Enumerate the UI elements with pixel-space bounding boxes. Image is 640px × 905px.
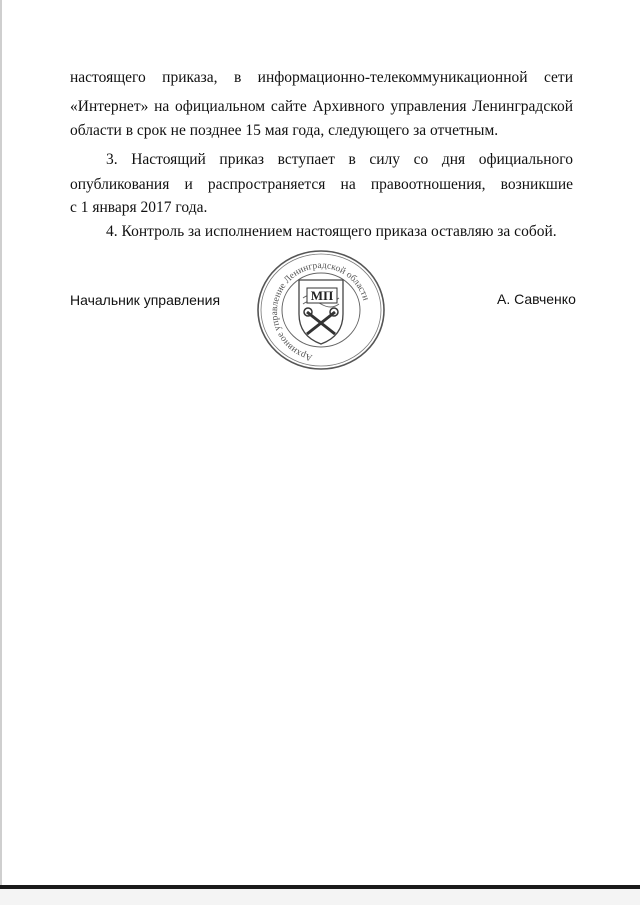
scan-bottom-margin (0, 889, 640, 905)
seal-ring-text: Архивное управление Ленинградской области (270, 260, 371, 363)
item3-line-1: 3. Настоящий приказ вступает в силу со дня официального (106, 151, 573, 168)
paragraph-line-2: «Интернет» на официальном сайте Архивного управления Ленинградской (70, 98, 573, 115)
item4-line: 4. Контроль за исполнением настоящего приказа оставляю за собой. (106, 223, 557, 240)
signature-title: Начальник управления (70, 292, 221, 308)
scan-left-edge (0, 0, 2, 905)
item3-line-3: с 1 января 2017 года. (70, 199, 208, 216)
official-seal (255, 248, 387, 372)
signature-name: А. Савченко (497, 291, 576, 307)
seal-center-text: МП (310, 288, 334, 303)
item3-line-2: опубликования и распространяется на правоотношения, возникшие (70, 176, 573, 193)
paragraph-line-1: настоящего приказа, в информационно-телекоммуникационной сети (70, 69, 573, 86)
paragraph-line-3: области в срок не позднее 15 мая года, следующего за отчетным. (70, 122, 499, 139)
